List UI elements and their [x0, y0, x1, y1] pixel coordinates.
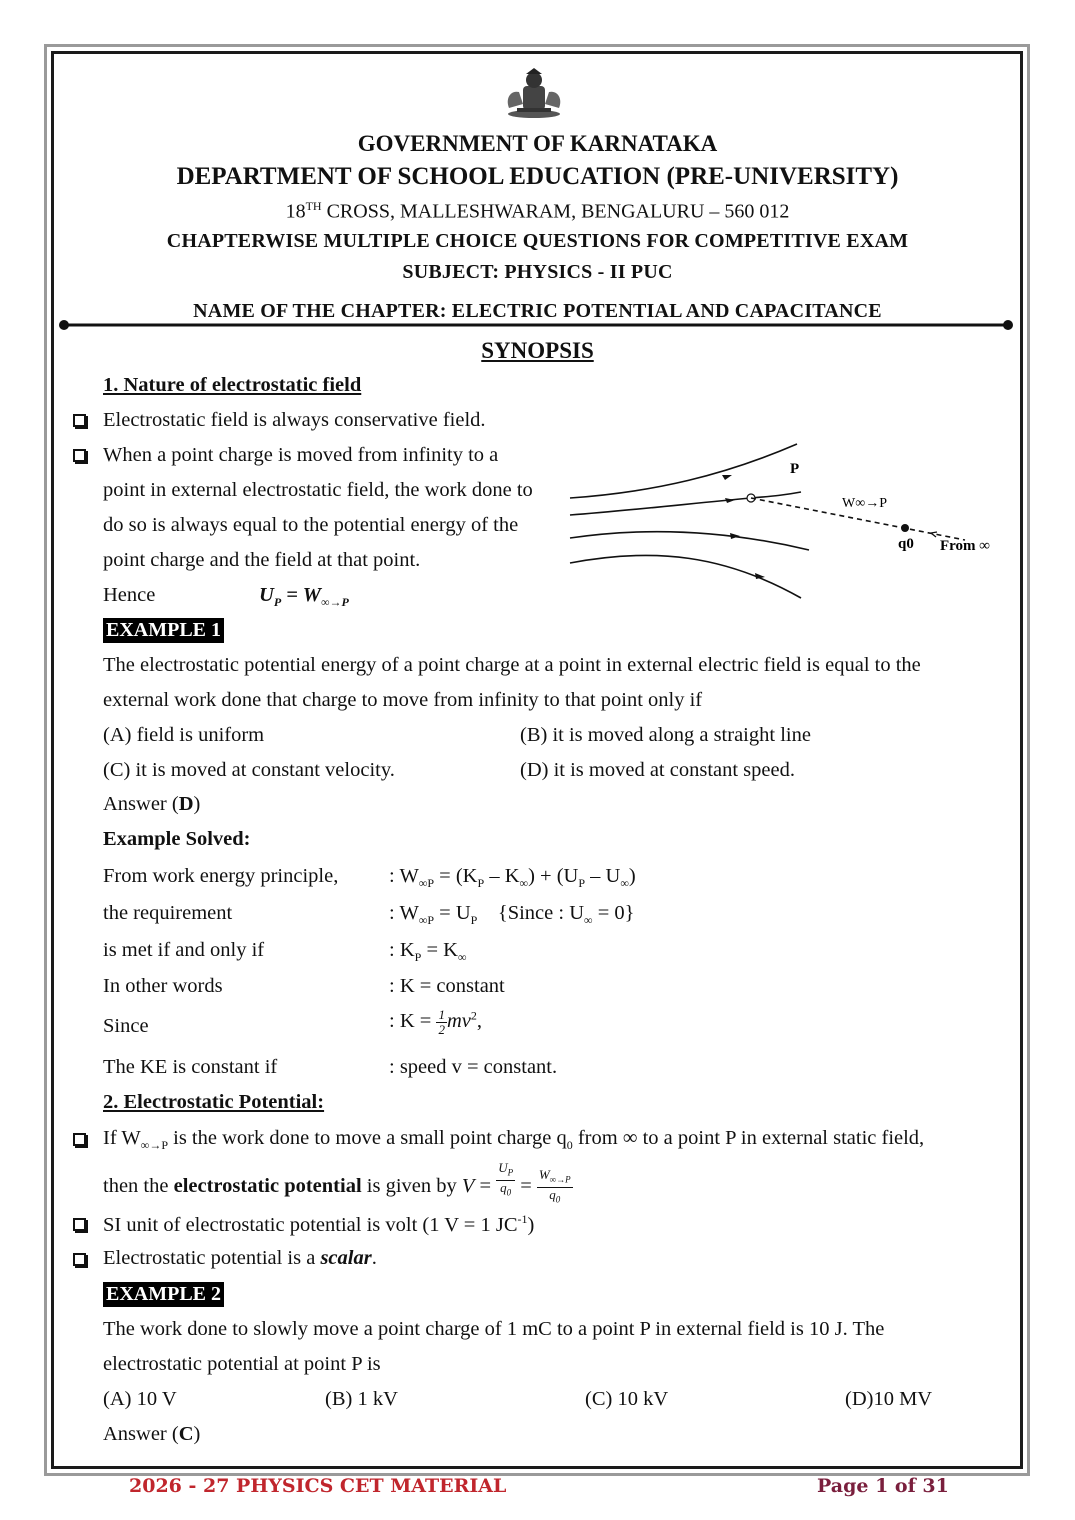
example2-label: EXAMPLE 2: [103, 1282, 224, 1307]
example2-answer: Answer (C): [103, 1423, 201, 1445]
footer-title: 2026 - 27 PHYSICS CET MATERIAL: [129, 1475, 507, 1497]
header-chapter-name: NAME OF THE CHAPTER: ELECTRIC POTENTIAL AND CAPACITANCE: [193, 300, 882, 322]
arrow-icon: [725, 498, 735, 503]
section2-bullet1-line1: If $W_{\infty\to P}$ is the work done to move a small point charge $q_0$ from ∞ to a point P in external static field,: [103, 1127, 925, 1153]
solution-step-left: In other words: [103, 975, 223, 997]
header-department: DEPARTMENT OF SCHOOL EDUCATION (PRE-UNIVERSITY): [176, 163, 899, 190]
example1-solved-title: Example Solved:: [103, 828, 251, 850]
karnataka-emblem-icon: [503, 68, 565, 120]
header-divider: [56, 318, 1016, 332]
solution-step-left: From work energy principle,: [103, 865, 339, 887]
field-line: [570, 532, 809, 550]
field-line: [570, 555, 801, 598]
hence-label: Hence: [103, 584, 156, 606]
footer-page-number: Page 1 of 31: [817, 1475, 949, 1497]
example1-answer: Answer (D): [103, 793, 201, 815]
example2-question-line2: electrostatic potential at point P is: [103, 1353, 381, 1375]
bullet-checkbox-icon: [73, 414, 86, 427]
solution-step-right: : $K_P = K_\infty$: [389, 939, 467, 965]
example1-label: EXAMPLE 1: [103, 618, 224, 643]
section2-bullet3: Electrostatic potential is a scalar.: [103, 1247, 377, 1269]
arrow-icon: [931, 532, 937, 537]
solution-step-right: : K = constant: [389, 975, 505, 997]
example2-question-line1: The work done to slowly move a point charge of 1 mC to a point P in external field is 10 J. The: [103, 1318, 885, 1340]
figure-label-w: W∞→P: [842, 496, 887, 511]
solution-step-right: : $W_{\infty P} = U_P$ {Since : $U_\infty = 0$}: [389, 902, 635, 928]
solution-step-left: the requirement: [103, 902, 233, 924]
solution-step-left: The KE is constant if: [103, 1056, 278, 1078]
section1-bullet2-line4: point charge and the field at that point.: [103, 549, 421, 571]
section2-heading: 2. Electrostatic Potential:: [103, 1091, 325, 1113]
example2-option-b: (B) 1 kV: [325, 1388, 398, 1410]
figure-label-q: q0: [898, 536, 914, 552]
field-lines-figure: [565, 440, 1005, 605]
bullet-checkbox-icon: [73, 1218, 86, 1231]
section2-bullet2: SI unit of electrostatic potential is volt (1 V = 1 $JC^{-1}$): [103, 1212, 535, 1236]
header-government: GOVERNMENT OF KARNATAKA: [357, 131, 718, 156]
solution-step-right: : $W_{\infty P} = (K_P - K_\infty) + (U_P - U_\infty)$: [389, 865, 636, 891]
solution-step-right: : K = $\frac{1}{2}$ $mv^2$,: [389, 1007, 482, 1037]
example1-option-c: (C) it is moved at constant velocity.: [103, 759, 395, 781]
example1-question-line1: The electrostatic potential energy of a point charge at a point in external electric field is equal to the: [103, 654, 921, 676]
synopsis-title: SYNOPSIS: [481, 338, 594, 363]
example2-option-d: (D)10 MV: [845, 1388, 933, 1410]
section1-heading: 1. Nature of electrostatic field: [103, 374, 362, 396]
arrow-icon: [755, 573, 765, 579]
solution-step-left: is met if and only if: [103, 939, 265, 961]
section1-bullet1: Electrostatic field is always conservative field.: [103, 409, 486, 431]
arrow-icon: [722, 475, 732, 480]
section1-bullet2-line1: When a point charge is moved from infinity to a: [103, 444, 499, 466]
example1-option-d: (D) it is moved at constant speed.: [520, 759, 795, 781]
charge-q0-marker: [901, 524, 909, 532]
energy-equation: $U_P = W_{\infty\to P}$: [259, 584, 349, 610]
header-address: 18TH CROSS, MALLESHWARAM, BENGALURU – 560 012: [285, 199, 790, 223]
solution-step-left: Since: [103, 1015, 149, 1037]
field-line: [570, 444, 800, 498]
example1-question-line2: external work done that charge to move from infinity to that point only if: [103, 689, 703, 711]
bullet-checkbox-icon: [73, 1133, 86, 1146]
solution-step-right: : speed v = constant.: [389, 1056, 558, 1078]
bullet-checkbox-icon: [73, 1253, 86, 1266]
section1-bullet2-line3: do so is always equal to the potential energy of the: [103, 514, 519, 536]
figure-label-from: From ∞: [940, 538, 990, 554]
example1-option-b: (B) it is moved along a straight line: [520, 724, 811, 746]
figure-label-p: P: [790, 461, 800, 477]
example2-option-a: (A) 10 V: [103, 1388, 177, 1410]
section1-bullet2-line2: point in external electrostatic field, the work done to: [103, 479, 533, 501]
header-subject: SUBJECT: PHYSICS - II PUC: [402, 261, 673, 283]
arrow-icon: [730, 533, 740, 539]
section2-bullet1-line2: then the electrostatic potential is given by V = $\frac{U_P}{q_0}$ = $\frac{W_{\infty\to P}}{q_0}$: [103, 1160, 571, 1205]
bullet-checkbox-icon: [73, 449, 86, 462]
example2-option-c: (C) 10 kV: [585, 1388, 669, 1410]
example1-option-a: (A) field is uniform: [103, 724, 265, 746]
header-chapterwise: CHAPTERWISE MULTIPLE CHOICE QUESTIONS FOR COMPETITIVE EXAM: [166, 230, 909, 252]
